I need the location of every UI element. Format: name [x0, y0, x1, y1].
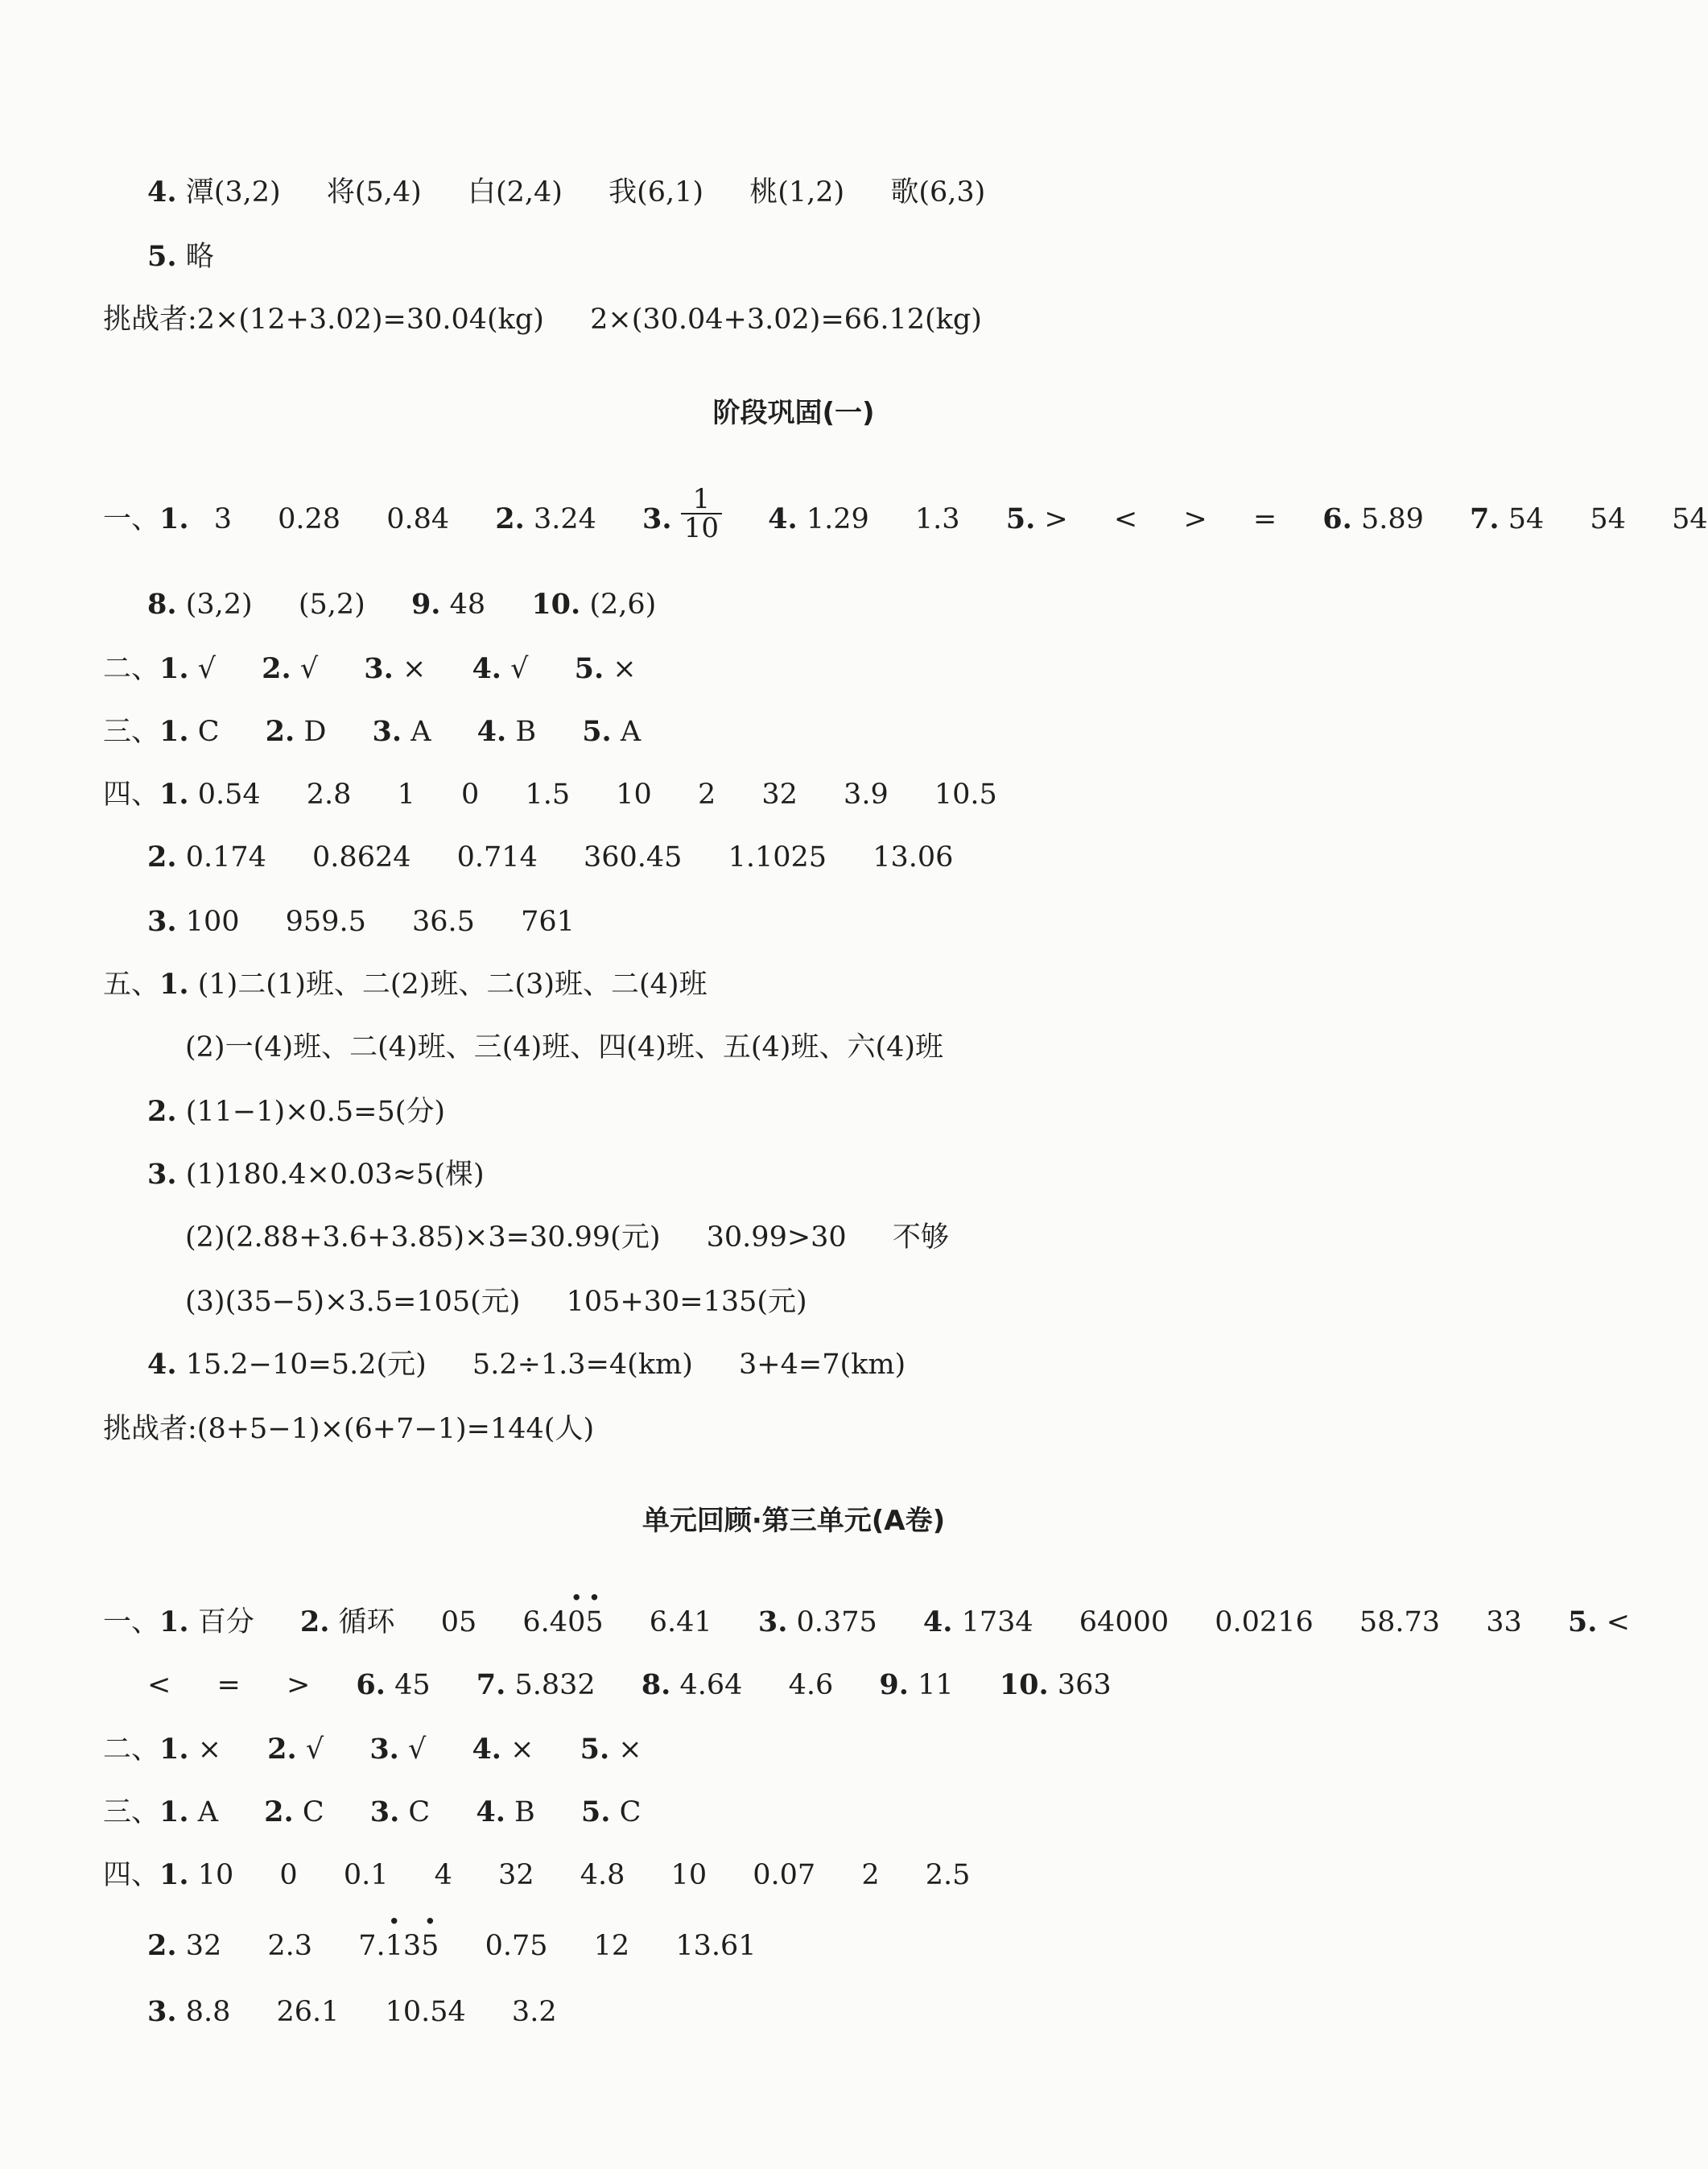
answer-item: 3+4=7(km)	[739, 1349, 906, 1381]
answer-item: 1.3	[914, 503, 960, 535]
answer-item: 05	[440, 1606, 477, 1638]
challenge-label: 挑战者:	[103, 304, 197, 336]
question-number: 5.	[147, 240, 177, 273]
answer-item: 32	[185, 1930, 222, 1962]
answer-item: 潭(3,2)	[185, 176, 281, 209]
answer-item: 2×(12+3.02)=30.04(kg)	[196, 304, 544, 336]
answer-item: 959.5	[285, 906, 366, 938]
answer-item: A	[197, 1796, 218, 1828]
question-number: 7.	[1470, 502, 1500, 535]
answer-item: ×	[197, 1733, 222, 1766]
answer-item: 不够	[892, 1221, 949, 1254]
question-number: 8.	[641, 1668, 671, 1701]
repeating-decimal	[522, 1602, 603, 1642]
answer-item: 4	[434, 1859, 452, 1891]
answer-item: 10	[616, 779, 652, 811]
answer-item: 0	[461, 779, 480, 811]
answer-item: 363	[1057, 1669, 1112, 1701]
answer-item: √	[510, 653, 529, 685]
answer-item: 10	[670, 1859, 708, 1891]
answer-item: (2,6)	[589, 589, 657, 621]
answer-item: 0.75	[485, 1930, 548, 1962]
question-number: 4.	[477, 715, 507, 748]
answer-item: 10.54	[385, 1996, 466, 2028]
answer-item: ×	[510, 1733, 534, 1766]
challenge-label: 挑战者:	[103, 1413, 197, 1445]
part-prefix: 二、	[103, 1733, 160, 1766]
answer-item: 0.28	[278, 503, 341, 535]
repeat-digit: · 0	[567, 1602, 585, 1642]
question-number: 1.	[159, 968, 189, 1001]
question-number: 4.	[147, 1348, 177, 1381]
answer-item: 将(5,4)	[326, 176, 422, 209]
answer-item: 32	[761, 779, 798, 811]
part-prefix: 四、	[103, 1859, 160, 1891]
fraction	[681, 482, 722, 544]
question-number: 3.	[364, 652, 394, 685]
unit-part-four-line-2	[147, 1926, 757, 1966]
question-number: 5.	[1005, 502, 1036, 535]
answer-item: 0.0216	[1215, 1606, 1314, 1638]
challenge-line	[103, 300, 982, 340]
question-number: 3.	[642, 502, 672, 535]
part-five-line-2	[185, 1027, 943, 1068]
answer-item: 4.64	[679, 1669, 743, 1701]
answer-item: =	[1252, 503, 1277, 535]
answer-item: 0.714	[456, 841, 538, 874]
question-number: 6.	[1322, 502, 1352, 535]
challenge-line	[103, 1409, 594, 1449]
answer-item: 4.8	[580, 1859, 625, 1891]
decimal-part: 3	[402, 1930, 422, 1962]
question-number: 3.	[147, 905, 177, 938]
answer-line-4	[147, 172, 985, 213]
answer-item: A	[410, 716, 431, 748]
question-number: 4.	[922, 1605, 953, 1638]
question-number: 3.	[369, 1733, 399, 1766]
answer-item: B	[514, 1796, 535, 1828]
answer-item: C	[197, 716, 220, 748]
answer-item: 我(6,1)	[609, 176, 704, 209]
answer-item: 歌(6,3)	[890, 176, 986, 209]
unit-part-four-line-1	[103, 1855, 970, 1895]
part-prefix: 五、	[103, 969, 160, 1001]
part-one-line-2	[147, 585, 656, 625]
answer-item: ×	[618, 1733, 642, 1766]
part-five-line-6	[185, 1282, 807, 1322]
answer-item: 761	[521, 906, 575, 938]
answer-item: 30.99>30	[706, 1221, 847, 1254]
answer-item: <	[1606, 1606, 1630, 1638]
answer-item: 略	[185, 241, 214, 273]
part-prefix: 四、	[103, 779, 160, 811]
unit-part-one-line-1	[103, 1602, 1630, 1642]
answer-item: 4.6	[788, 1669, 834, 1701]
answer-item: 0	[279, 1859, 298, 1891]
question-number: 2.	[147, 1095, 177, 1128]
answer-item: A	[620, 716, 642, 748]
fraction-numerator: 1	[692, 482, 711, 515]
repeating-decimal	[358, 1926, 439, 1966]
answer-item: 32	[498, 1859, 534, 1891]
answer-item: D	[303, 716, 327, 748]
answer-item: 3.9	[844, 779, 889, 811]
question-number: 1.	[159, 1858, 189, 1891]
answer-item: ×	[613, 653, 637, 685]
answer-item: <	[1113, 503, 1138, 535]
question-number: 6.	[356, 1668, 386, 1701]
answer-item: ×	[402, 653, 427, 685]
part-prefix: 一、	[103, 503, 160, 535]
answer-item: 54	[1590, 503, 1626, 535]
question-number: 1.	[159, 1795, 189, 1828]
answer-item: 54	[1508, 503, 1545, 535]
answer-item: 8.8	[185, 1996, 231, 2028]
question-number: 10.	[999, 1668, 1049, 1701]
answer-item: 5.89	[1360, 503, 1424, 535]
answer-item: (1)二(1)班、二(2)班、二(3)班、二(4)班	[197, 969, 708, 1001]
answer-line-5	[147, 237, 214, 277]
answer-item: 58.73	[1359, 1606, 1441, 1638]
part-three-line	[103, 712, 641, 752]
answer-item: (8+5−1)×(6+7−1)=144(人)	[196, 1413, 595, 1445]
fraction-denominator: 10	[681, 513, 722, 542]
answer-item: C	[302, 1796, 324, 1828]
question-number: 3.	[147, 1995, 177, 2028]
answer-item: (2)(2.88+3.6+3.85)×3=30.99(元)	[185, 1221, 661, 1254]
part-five-line-7	[147, 1345, 906, 1385]
answer-item: C	[619, 1796, 642, 1828]
repeat-digit: · 5	[421, 1926, 439, 1966]
question-number: 2.	[265, 715, 295, 748]
answer-item: 3	[213, 503, 232, 535]
question-number: 4.	[768, 502, 798, 535]
question-number: 2.	[264, 1795, 294, 1828]
answer-item: 36.5	[411, 906, 475, 938]
question-number: 5.	[1567, 1605, 1598, 1638]
part-prefix: 二、	[103, 653, 160, 685]
answer-item: 1734	[961, 1606, 1033, 1638]
part-five-line-4	[147, 1155, 485, 1195]
unit-part-four-line-3	[147, 1992, 557, 2032]
question-number: 2.	[147, 1929, 177, 1962]
question-number: 4.	[476, 1795, 505, 1828]
answer-item: 1.5	[525, 779, 571, 811]
answer-item: 13.06	[873, 841, 954, 874]
answer-item: 11	[918, 1669, 954, 1701]
question-number: 1.	[159, 778, 189, 811]
answer-item: =	[217, 1669, 241, 1701]
question-number: 1.	[159, 502, 189, 535]
answer-item: >	[286, 1669, 311, 1701]
answer-item: 2×(30.04+3.02)=66.12(kg)	[590, 304, 982, 336]
question-number: 5.	[574, 652, 604, 685]
answer-item: 2.8	[306, 779, 352, 811]
answer-item: 0.84	[386, 503, 450, 535]
decimal-part: 6.4	[522, 1606, 568, 1638]
answer-item: <	[147, 1669, 171, 1701]
answer-item: 33	[1486, 1606, 1522, 1638]
answer-item: 360.45	[583, 841, 683, 874]
part-four-line-1	[103, 775, 997, 815]
part-prefix: 一、	[103, 1606, 160, 1638]
answer-item: 3.2	[511, 1996, 557, 2028]
question-number: 1.	[159, 715, 189, 748]
answer-item: 白(2,4)	[467, 176, 563, 209]
question-number: 2.	[262, 652, 291, 685]
part-four-line-3	[147, 902, 575, 942]
question-number: 10.	[531, 588, 581, 621]
question-number: 3.	[369, 1795, 400, 1828]
part-prefix: 三、	[103, 716, 160, 748]
answer-item: 5.2÷1.3=4(km)	[472, 1349, 693, 1381]
answer-item: 64000	[1079, 1606, 1170, 1638]
unit-part-one-line-2	[147, 1665, 1112, 1705]
answer-item: 百分	[197, 1606, 254, 1638]
answer-item: (3,2)	[185, 589, 253, 621]
repeat-digit: · 5	[585, 1602, 603, 1642]
answer-item: √	[408, 1733, 427, 1766]
answer-item: 10	[197, 1859, 234, 1891]
answer-item: (2)一(4)班、二(4)班、三(4)班、四(4)班、五(4)班、六(4)班	[185, 1031, 944, 1064]
part-two-line	[103, 649, 637, 689]
answer-item: 26.1	[276, 1996, 340, 2028]
question-number: 2.	[267, 1733, 297, 1766]
question-number: 4.	[472, 652, 501, 685]
unit-part-two-line	[103, 1729, 642, 1770]
question-number: 2.	[495, 502, 525, 535]
answer-item: 15.2−10=5.2(元)	[185, 1349, 427, 1381]
question-number: 9.	[410, 588, 441, 621]
answer-item: 54	[1672, 503, 1708, 535]
question-number: 2.	[299, 1605, 330, 1638]
question-number: 1.	[159, 1733, 189, 1766]
answer-item: 10.5	[934, 779, 997, 811]
question-number: 5.	[580, 1733, 610, 1766]
answer-item: 循环	[338, 1606, 395, 1638]
answer-item: (5,2)	[298, 589, 365, 621]
part-one-line-1	[103, 482, 1708, 544]
part-five-line-1	[103, 965, 708, 1005]
answer-item: 0.8624	[312, 841, 411, 874]
answer-item: 45	[394, 1669, 431, 1701]
answer-item: 2.3	[267, 1930, 313, 1962]
question-number: 5.	[582, 715, 612, 748]
question-number: 2.	[147, 841, 177, 874]
answer-item: 1.29	[806, 503, 869, 535]
unit-part-three-line	[103, 1792, 641, 1832]
answer-item: 桃(1,2)	[749, 176, 845, 209]
answer-item: √	[299, 653, 319, 685]
answer-item: 12	[593, 1930, 630, 1962]
question-number: 5.	[580, 1795, 611, 1828]
answer-item: >	[1044, 503, 1068, 535]
answer-item: 0.375	[796, 1606, 877, 1638]
answer-item: (3)(35−5)×3.5=105(元)	[185, 1286, 521, 1318]
answer-item: 1	[397, 779, 415, 811]
answer-item: >	[1183, 503, 1207, 535]
answer-item: 100	[185, 906, 240, 938]
part-five-line-5	[185, 1217, 949, 1258]
answer-item: √	[197, 653, 217, 685]
answer-item: 1.1025	[728, 841, 827, 874]
part-prefix: 三、	[103, 1796, 160, 1828]
answer-item: 6.41	[649, 1606, 712, 1638]
question-number: 8.	[147, 588, 177, 621]
repeat-digit: · 1	[386, 1926, 403, 1966]
answer-item: 0.1	[343, 1859, 389, 1891]
answer-item: 2.5	[925, 1859, 971, 1891]
answer-item: 13.61	[675, 1930, 757, 1962]
question-number: 4.	[147, 176, 177, 209]
question-number: 1.	[159, 1605, 189, 1638]
question-number: 9.	[879, 1668, 909, 1701]
answer-item: C	[408, 1796, 431, 1828]
answer-item: 2	[861, 1859, 880, 1891]
answer-item: 2	[697, 779, 716, 811]
answer-item: B	[515, 716, 537, 748]
decimal-part: 7.	[358, 1930, 386, 1962]
answer-item: 5.832	[514, 1669, 596, 1701]
question-number: 3.	[757, 1605, 788, 1638]
part-five-line-3	[147, 1092, 445, 1132]
answer-item: 0.174	[185, 841, 266, 874]
section-title: 单元回顾·第三单元(A卷)	[642, 1505, 946, 1537]
section-title: 阶段巩固(一)	[712, 397, 875, 429]
answer-item: (1)180.4×0.03≈5(棵)	[185, 1159, 485, 1191]
answer-item: 0.54	[197, 779, 261, 811]
answer-item: 105+30=135(元)	[566, 1286, 807, 1318]
answer-item: 3.24	[533, 503, 596, 535]
answer-item: (11−1)×0.5=5(分)	[185, 1096, 446, 1128]
question-number: 3.	[147, 1158, 177, 1191]
part-four-line-2	[147, 837, 953, 878]
answer-item: 0.07	[753, 1859, 816, 1891]
question-number: 3.	[372, 715, 402, 748]
answer-item: √	[305, 1733, 324, 1766]
answer-item: 48	[449, 589, 486, 621]
question-number: 4.	[472, 1733, 501, 1766]
question-number: 7.	[476, 1668, 506, 1701]
question-number: 1.	[159, 652, 189, 685]
